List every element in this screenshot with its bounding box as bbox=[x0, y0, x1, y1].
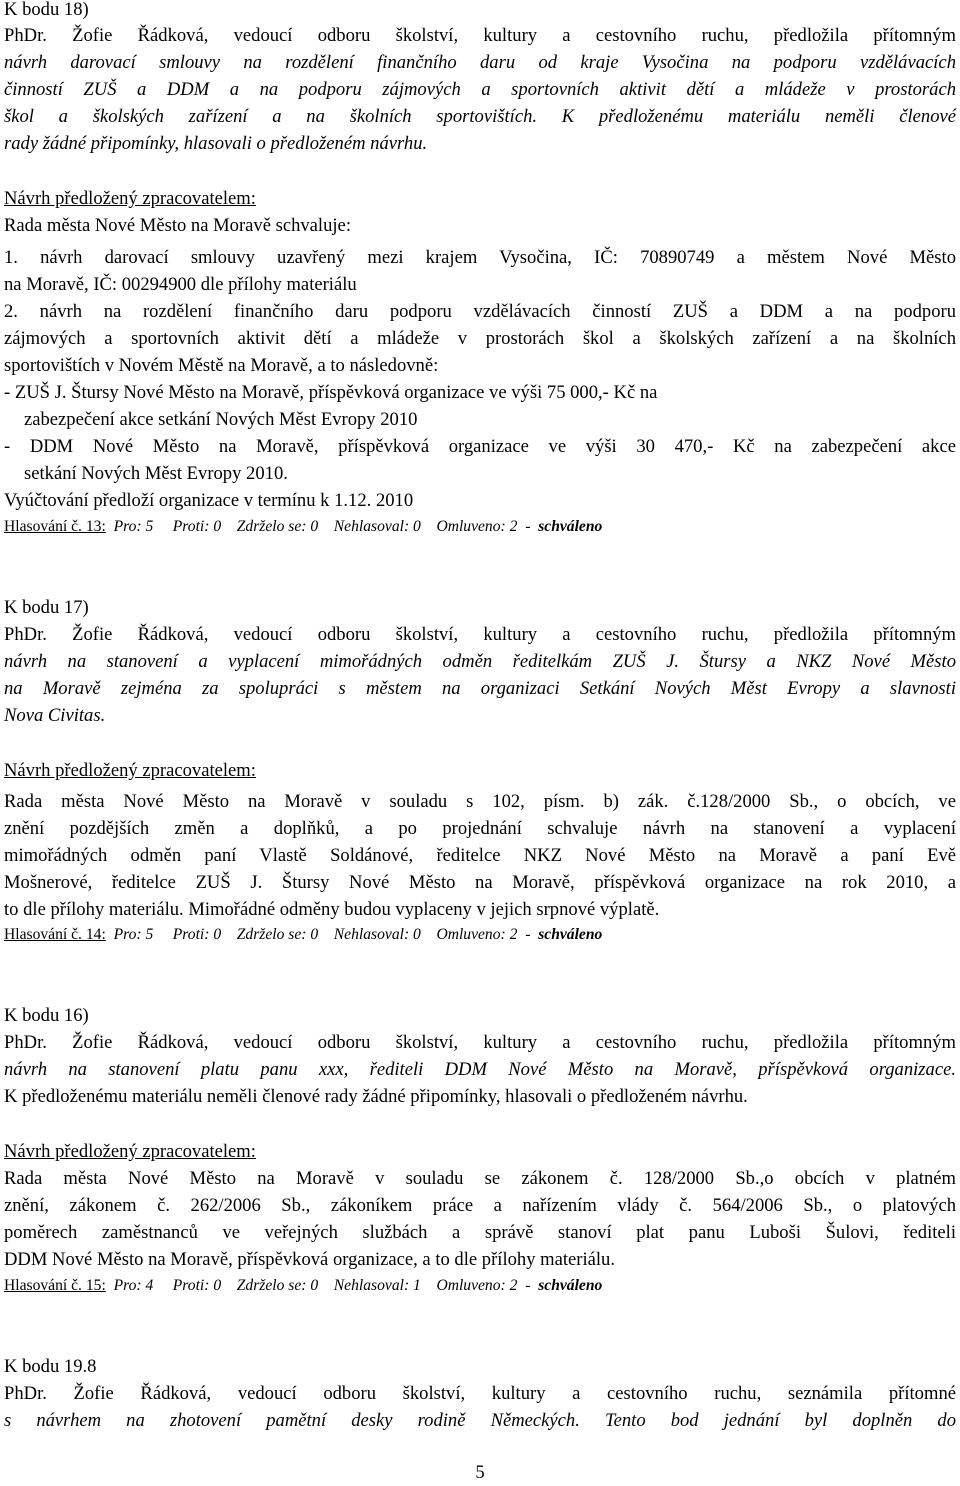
resolution-line: sportovištích v Novém Městě na Moravě, a to následovně: bbox=[4, 355, 439, 376]
vote-line bbox=[4, 1273, 956, 1299]
resolution-line: Vyúčtování předloží organizace v termínu k 1.12. 2010 bbox=[4, 490, 414, 511]
vote-dash: - bbox=[525, 926, 531, 943]
vote-line bbox=[4, 922, 956, 948]
proposal-label: Návrh předložený zpracovatelem: bbox=[4, 188, 256, 209]
resolution-line: 1. návrh darovací smlouvy uzavřený mezi krajem Vysočina, IČ: 70890749 a městem Nové Město bbox=[4, 247, 956, 268]
vote-proti: Proti: 0 bbox=[172, 1277, 222, 1294]
vote-proti: Proti: 0 bbox=[172, 926, 222, 943]
intro-line: Nova Civitas. bbox=[4, 705, 106, 726]
intro-line: PhDr. Žofie Řádková, vedoucí odboru školství, kultury a cestovního ruchu, předložila přítomným bbox=[4, 25, 956, 46]
page-number: 5 bbox=[475, 1462, 485, 1483]
section-heading: K bodu 17) bbox=[4, 597, 89, 618]
resolution-line: DDM Nové Město na Moravě, příspěvková organizace, a to dle přílohy materiálu. bbox=[4, 1249, 616, 1270]
resolution-line: 2. návrh na rozdělení finančního daru podporu vzdělávacích činností ZUŠ a DDM a na podporu bbox=[4, 301, 956, 322]
vote-proti: Proti: 0 bbox=[172, 518, 222, 535]
intro-line: škol a školských zařízení a na školních sportovištích. K předloženému materiálu neměli členové bbox=[4, 106, 956, 127]
intro-line: PhDr. Žofie Řádková, vedoucí odboru školství, kultury a cestovního ruchu, předložila přítomným bbox=[4, 624, 956, 645]
vote-result: schváleno bbox=[538, 518, 603, 535]
resolution-line: Rada města Nové Město na Moravě v souladu se zákonem č. 128/2000 Sb.,o obcích v platném bbox=[4, 1168, 956, 1189]
vote-nehlasoval: Nehlasoval: 0 bbox=[333, 926, 421, 943]
vote-zdrzelo: Zdrželo se: 0 bbox=[236, 926, 319, 943]
vote-omluveno: Omluveno: 2 bbox=[436, 518, 518, 535]
resolution-line: setkání Nových Měst Evropy 2010. bbox=[24, 463, 288, 484]
section-heading: K bodu 18) bbox=[4, 0, 89, 20]
resolution-line: zabezpečení akce setkání Nových Měst Evropy 2010 bbox=[24, 409, 418, 430]
resolution-line: znění pozdějších změn a doplňků, a po projednání schvaluje návrh na stanovení a vyplacení bbox=[4, 818, 956, 839]
intro-line: návrh na stanovení a vyplacení mimořádných odměn ředitelkám ZUŠ J. Štursy a NKZ Nové Město bbox=[4, 651, 956, 672]
resolution-line: na Moravě, IČ: 00294900 dle přílohy materiálu bbox=[4, 274, 357, 295]
vote-nehlasoval: Nehlasoval: 0 bbox=[333, 518, 421, 535]
resolution-line: znění, zákonem č. 262/2006 Sb., zákoníkem práce a nařízením vlády č. 564/2006 Sb., o platových bbox=[4, 1195, 956, 1216]
resolution-line: poměrech zaměstnanců ve veřejných službách a správě stanoví plat panu Luboši Šulovi, řediteli bbox=[4, 1222, 956, 1243]
vote-result: schváleno bbox=[538, 1277, 603, 1294]
vote-pro: Pro: 5 bbox=[113, 518, 154, 535]
vote-label: Hlasování č. 14: bbox=[4, 926, 106, 943]
vote-result: schváleno bbox=[538, 926, 603, 943]
vote-label: Hlasování č. 13: bbox=[4, 518, 106, 535]
intro-line: na Moravě zejména za spolupráci s městem na organizaci Setkání Nových Měst Evropy a slavnosti bbox=[4, 678, 956, 699]
resolution-line: mimořádných odměn paní Vlastě Soldánové, ředitelce NKZ Nové Město na Moravě a paní Evě bbox=[4, 845, 956, 866]
intro-line: návrh darovací smlouvy na rozdělení finančního daru od kraje Vysočina na podporu vzdělávacích bbox=[4, 52, 956, 73]
proposal-label: Návrh předložený zpracovatelem: bbox=[4, 760, 256, 781]
resolution-line: Rada města Nové Město na Moravě v souladu s 102, písm. b) zák. č.128/2000 Sb., o obcích, ve bbox=[4, 791, 956, 812]
intro-line: činností ZUŠ a DDM a na podporu zájmových a sportovních aktivit dětí a mládeže v prostorách bbox=[4, 79, 956, 100]
intro-line: PhDr. Žofie Řádková, vedoucí odboru školství, kultury a cestovního ruchu, seznámila přítomné bbox=[4, 1383, 956, 1404]
resolution-line: - ZUŠ J. Štursy Nové Město na Moravě, příspěvková organizace ve výši 75 000,- Kč na bbox=[4, 382, 658, 403]
vote-zdrzelo: Zdrželo se: 0 bbox=[236, 518, 319, 535]
intro-line: návrh na stanovení platu panu xxx, řediteli DDM Nové Město na Moravě, příspěvková organizace. bbox=[4, 1059, 956, 1080]
vote-omluveno: Omluveno: 2 bbox=[436, 1277, 518, 1294]
vote-label: Hlasování č. 15: bbox=[4, 1277, 106, 1294]
resolution-line: zájmových a sportovních aktivit dětí a mládeže v prostorách škol a školských zařízení a na školních bbox=[4, 328, 956, 349]
resolution-line: to dle přílohy materiálu. Mimořádné odměny budou vyplaceny v jejich srpnové výplatě. bbox=[4, 899, 660, 920]
vote-dash: - bbox=[525, 1277, 531, 1294]
vote-dash: - bbox=[525, 518, 531, 535]
vote-line bbox=[4, 514, 956, 540]
section-heading: K bodu 16) bbox=[4, 1005, 89, 1026]
vote-omluveno: Omluveno: 2 bbox=[436, 926, 518, 943]
resolution-line: - DDM Nové Město na Moravě, příspěvková organizace ve výši 30 470,- Kč na zabezpečení akce bbox=[4, 436, 956, 457]
vote-zdrzelo: Zdrželo se: 0 bbox=[236, 1277, 319, 1294]
vote-nehlasoval: Nehlasoval: 1 bbox=[333, 1277, 421, 1294]
resolution-line: Mošnerové, ředitelce ZUŠ J. Štursy Nové Město na Moravě, příspěvková organizace na rok 2010, a bbox=[4, 872, 956, 893]
intro-line: rady žádné připomínky, hlasovali o předloženém návrhu. bbox=[4, 133, 428, 154]
intro-line: PhDr. Žofie Řádková, vedoucí odboru školství, kultury a cestovního ruchu, předložila přítomným bbox=[4, 1032, 956, 1053]
intro-line: s návrhem na zhotovení pamětní desky rodině Německých. Tento bod jednání byl doplněn do bbox=[4, 1410, 956, 1431]
vote-pro: Pro: 4 bbox=[113, 1277, 154, 1294]
resolution-line: Rada města Nové Město na Moravě schvaluje: bbox=[4, 215, 351, 236]
section-heading: K bodu 19.8 bbox=[4, 1356, 97, 1377]
vote-pro: Pro: 5 bbox=[113, 926, 154, 943]
proposal-label: Návrh předložený zpracovatelem: bbox=[4, 1141, 256, 1162]
intro-line: K předloženému materiálu neměli členové rady žádné připomínky, hlasovali o předloženém návrhu. bbox=[4, 1086, 748, 1107]
